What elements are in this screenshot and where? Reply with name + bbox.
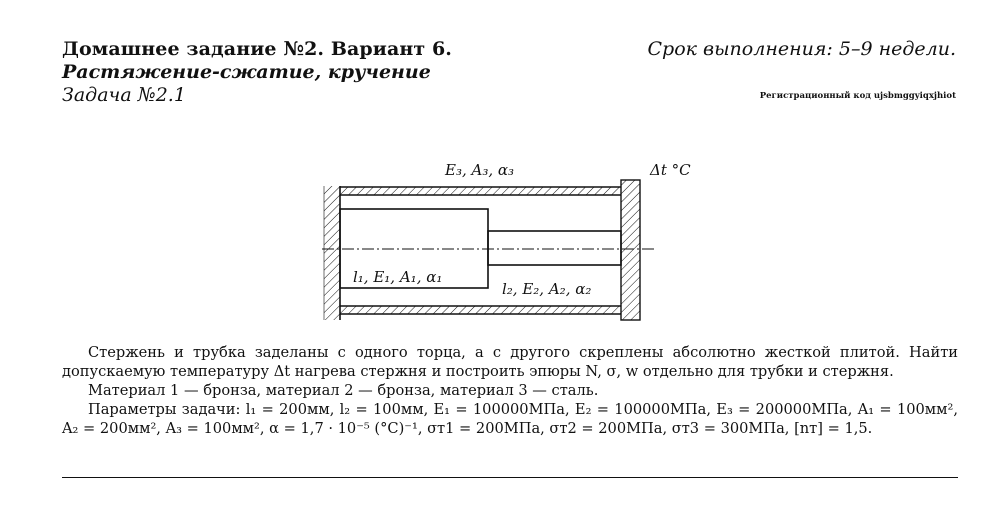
bottom-rule xyxy=(62,477,958,478)
tube-label: E₃, A₃, α₃ xyxy=(445,161,515,179)
temperature-label: Δt °C xyxy=(650,161,691,179)
problem-statement: Стержень и трубка заделаны с одного торца, а с другого скреплены абсолютно жесткой плитой. Найти допускаемую температуру Δt нагрева стержня и построить эпюры N, σ, w отдельно для трубки и стержня. xyxy=(62,344,958,380)
problem-text xyxy=(62,343,958,438)
rod1-label: l₁, E₁, A₁, α₁ xyxy=(353,268,443,286)
task-number: Задача №2.1 xyxy=(62,84,186,106)
materials: Материал 1 — бронза, материал 2 — бронза, материал 3 — сталь. xyxy=(88,382,599,399)
parameters: Параметры задачи: l₁ = 200мм, l₂ = 100мм, E₁ = 100000МПа, E₂ = 100000МПа, E₃ = 200000МПа, A₁ = 100мм², A₂ = 200мм², A₃ = 100мм², α = 1,7 · 10⁻⁵ (°C)⁻¹, σт1 = 200МПа, σт2 = 200МПа, σт3 = 300МПа, [nт] = 1,5. xyxy=(62,401,958,437)
assignment-subtitle: Растяжение-сжатие, кручение xyxy=(62,61,431,83)
rigid-plate xyxy=(621,180,640,320)
left-wall xyxy=(324,186,340,320)
assignment-title: Домашнее задание №2. Вариант 6. xyxy=(62,38,453,60)
deadline: Срок выполнения: 5–9 недели. xyxy=(647,38,956,60)
rod-segment-2 xyxy=(488,231,621,265)
registration-code: Регистрационный код ujsbmggyiqxjhiot xyxy=(759,91,956,101)
rod2-label: l₂, E₂, A₂, α₂ xyxy=(502,280,592,298)
